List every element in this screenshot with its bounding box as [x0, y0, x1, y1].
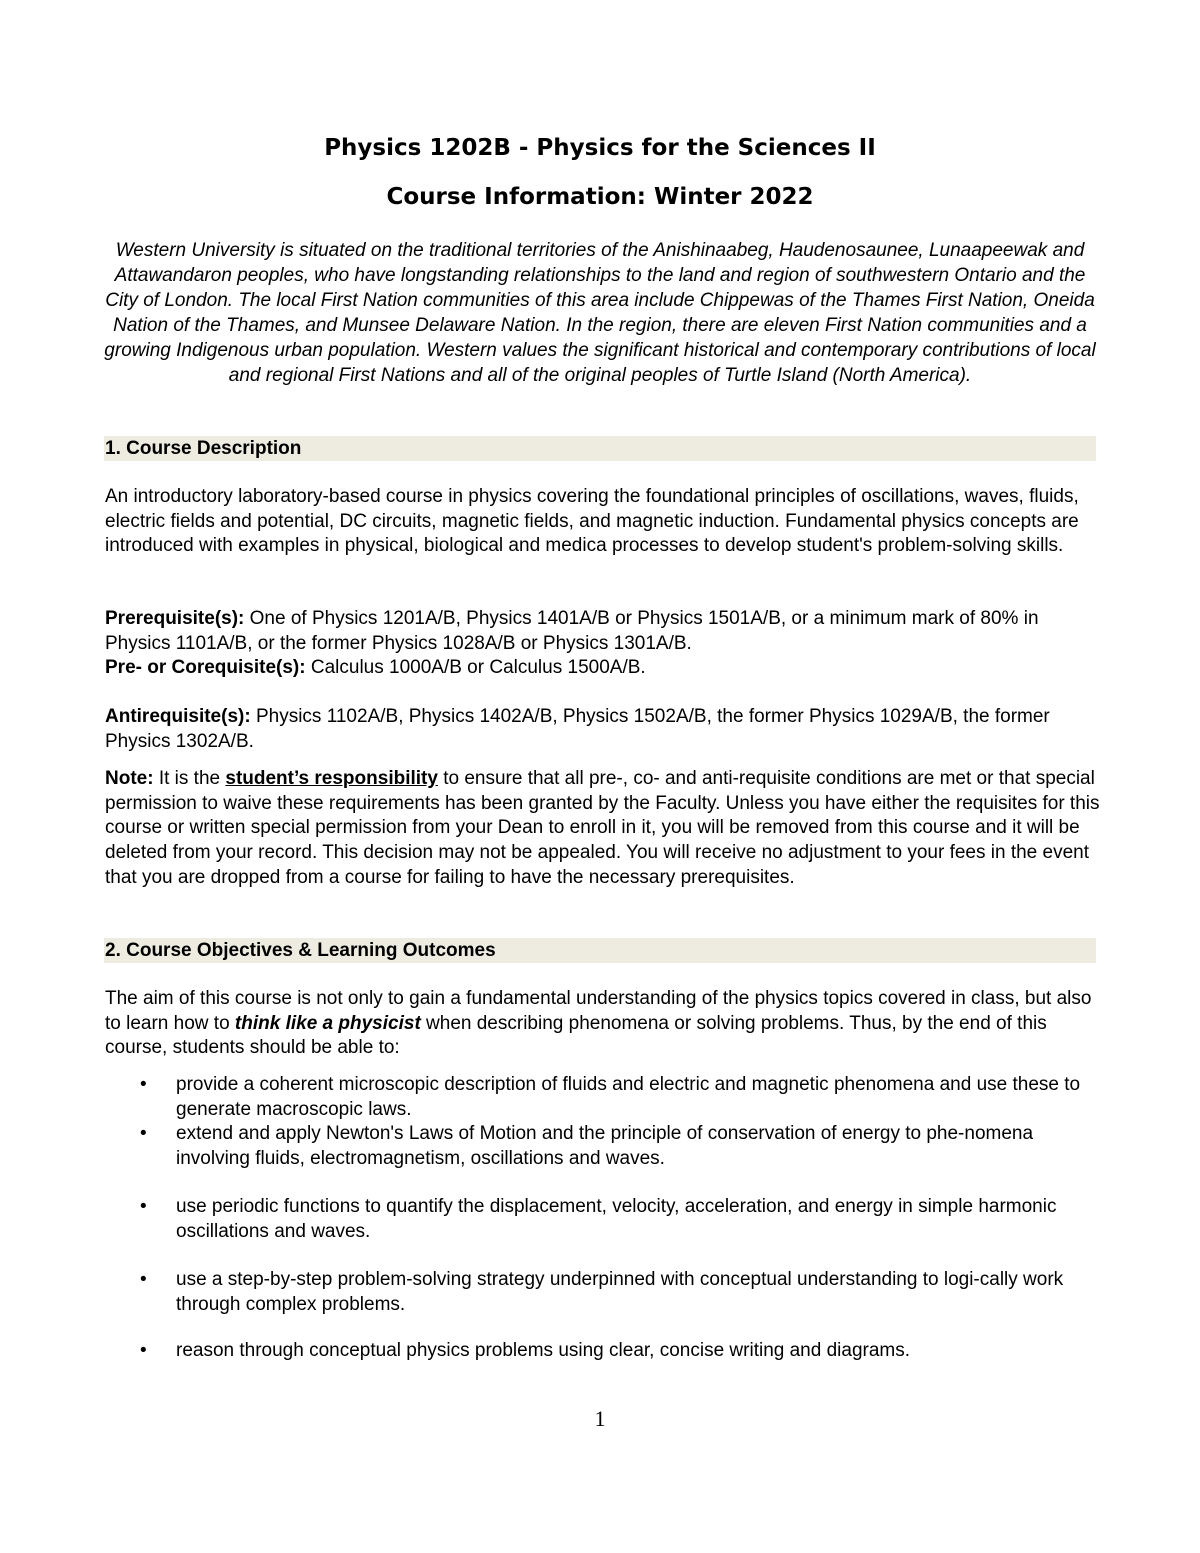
prerequisite-text: One of Physics 1201A/B, Physics 1401A/B or Physics 1501A/B, or a minimum mark of 80% in Physics 1101A/B, or the former Physics 1028A/B or Physics 1301A/B. [105, 608, 1039, 654]
bullet-icon: • [140, 1340, 147, 1361]
aim-text-after: when describing phenomena or solving problems. Thus, by the end of this course, students should be able to: [105, 1012, 1047, 1059]
antirequisite-block [105, 705, 1100, 754]
course-title: Physics 1202B - Physics for the Sciences II [324, 135, 876, 161]
bullet-icon: • [140, 1123, 147, 1144]
prerequisite-label: Prerequisite(s): [105, 608, 245, 629]
corequisite-text: Calculus 1000A/B or Calculus 1500A/B. [305, 657, 646, 679]
course-description-text: An introductory laboratory-based course in physics covering the foundational principles of oscillations, waves, fluids, electric fields and potential, DC circuits, magnetic fields, and magnetic induction. Fundamental physics concepts are introduced with examples in physical, biological and medica processes to develop student's problem-solving skills. [105, 486, 1079, 557]
antirequisite-text: Physics 1102A/B, Physics 1402A/B, Physics 1502A/B, the former Physics 1029A/B, the former Physics 1302A/B. [105, 706, 1050, 752]
course-subtitle: Course Information: Winter 2022 [386, 184, 814, 210]
antirequisite-label: Antirequisite(s): [105, 706, 251, 727]
list-item-text: use periodic functions to quantify the displacement, velocity, acceleration, and energy in simple harmonic oscillations and waves. [176, 1196, 1057, 1242]
note-block [105, 767, 1100, 891]
corequisite-label: Pre- or Corequisite(s): [105, 657, 306, 679]
note-text-after: to ensure that all pre-, co- and anti-requisite conditions are met or that special permission to waive these requirements has been granted by the Faculty. Unless you have either the requisites for this course or written special permission from your Dean to enroll in it, you will be removed from this course and it will be deleted from your record. This decision may not be appealed. You will receive no adjustment to your fees in the event that you are dropped from a course for failing to have the necessary prerequisites. [105, 768, 1100, 888]
page-number: 1 [594, 1406, 606, 1431]
section-heading-objectives: 2. Course Objectives & Learning Outcomes [104, 938, 1096, 963]
aim-text-before: The aim of this course is not only to gain a fundamental understanding of the physics topics covered in class, but also to learn how to [105, 988, 1092, 1034]
list-item-text: extend and apply Newton's Laws of Motion and the principle of conservation of energy to phe-nomena involving fluids, electromagnetism, oscillations and waves. [176, 1123, 1034, 1169]
note-emphasis: student’s responsibility [225, 768, 438, 789]
list-item-text: reason through conceptual physics problems using clear, concise writing and diagrams. [176, 1340, 911, 1361]
section-heading-course-description: 1. Course Description [104, 436, 1096, 461]
list-item-text: provide a coherent microscopic description of fluids and electric and magnetic phenomena and use these to generate macroscopic laws. [176, 1074, 1081, 1120]
note-label: Note: [105, 768, 154, 789]
bullet-icon: • [140, 1196, 147, 1217]
bullet-icon: • [140, 1269, 147, 1290]
requisites-block [105, 607, 1100, 681]
land-acknowledgement: Western University is situated on the traditional territories of the Anishinaabeg, Haudenosaunee, Lunaapeewak and Attawandaron peoples, who have longstanding relationships to the land and region of southwestern Ontario and the City of London. The local First Nation communities of this area include Chippewas of the Thames First Nation, Oneida Nation of the Thames, and Munsee Delaware Nation. In the region, there are eleven First Nation communities and a growing Indigenous urban population. Western values the significant historical and contemporary contributions of local and regional First Nations and all of the original peoples of Turtle Island (North America). [104, 240, 1096, 386]
aim-emphasis: think like a physicist [234, 1012, 421, 1034]
aim-paragraph [105, 987, 1100, 1061]
bullet-icon: • [140, 1074, 147, 1095]
list-item-text: use a step-by-step problem-solving strategy underpinned with conceptual understanding to logi-cally work through complex problems. [176, 1269, 1064, 1315]
note-text-before: It is the [153, 768, 226, 789]
